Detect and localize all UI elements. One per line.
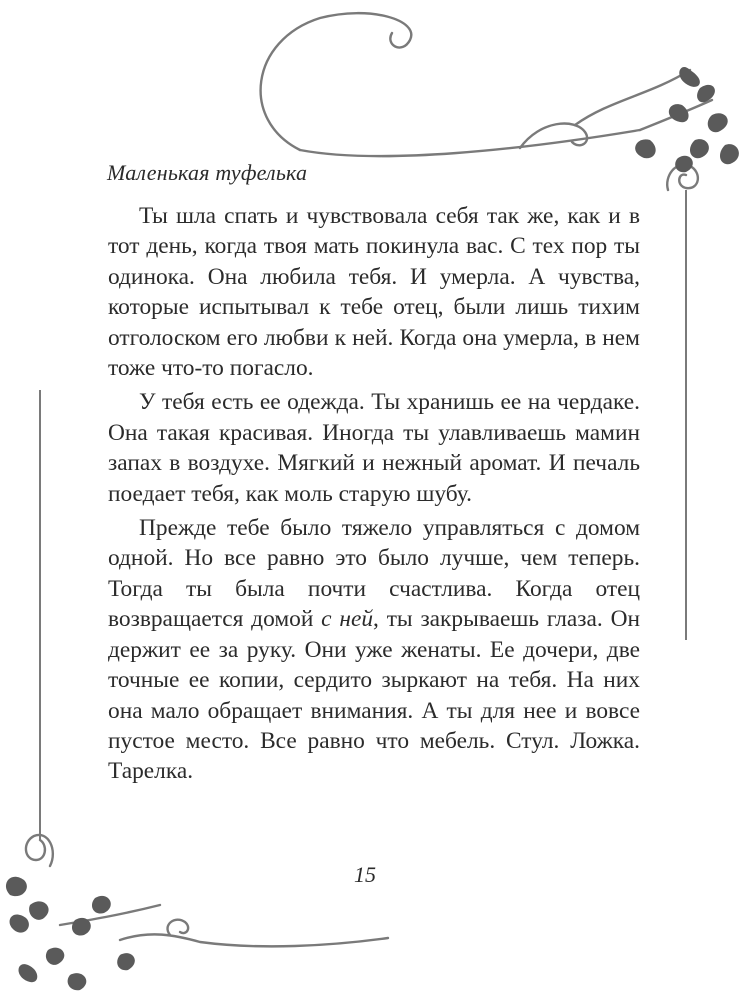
running-head: Маленькая туфелька <box>107 160 308 185</box>
top-leaves <box>635 67 739 172</box>
paragraph: У тебя есть ее одежда. Ты хранишь ее на чердаке. Она такая красивая. Иногда ты улавливаешь мамин запах в воздухе. Мягкий и нежный аромат. И печаль поедает тебя, как моль старую шубу. <box>108 389 640 507</box>
paragraph-text: Прежде тебе было тяжело управляться с домом одной. Но все равно это было лучше, чем теперь. Тогда ты была почти счастлива. Когда отец возвращается домой <box>108 515 640 633</box>
page-number: 15 <box>354 862 376 887</box>
bottom-leaves <box>6 877 135 991</box>
top-flourish <box>261 13 712 190</box>
paragraph: Ты шла спать и чувствовала себя так же, как и в тот день, когда твоя мать покинула вас. С тех пор ты одинока. Она любила тебя. И умерла. А чувства, которые испытывал к тебе отец, были лишь тихим отголоском его любви к ней. Когда она умерла, в нем тоже что-то погасло. <box>108 203 640 382</box>
paragraph <box>108 513 640 787</box>
paragraph-text: , ты закрываешь глаза. Он держит ее за руку. Они уже женаты. Ее дочери, две точные ее копии, сердито зыркают на тебя. На них она мало обращает внимания. А ты для нее и вовсе пустое место. Все равно что мебель. Стул. Ложка. Тарелка. <box>108 606 640 785</box>
body-text <box>108 201 640 791</box>
emphasis-text: с ней <box>321 606 374 633</box>
